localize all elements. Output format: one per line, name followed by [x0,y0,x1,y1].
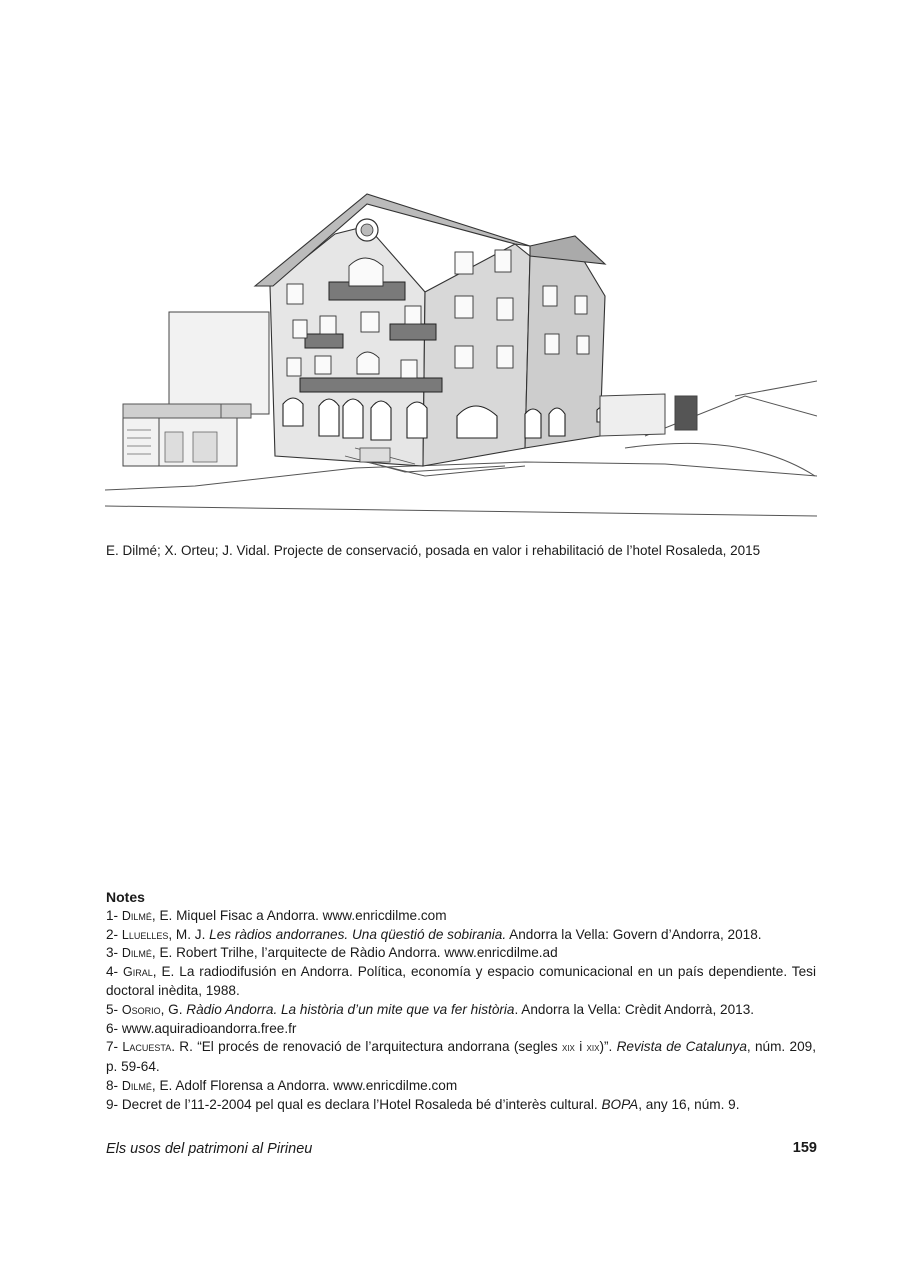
figure-caption: E. Dilmé; X. Orteu; J. Vidal. Projecte de conservació, posada en valor i rehabilitació de l’hotel Rosaleda, 2015 [106,543,761,558]
notes-section [106,888,816,1115]
note-8: 8- Dilmé, E. Adolf Florensa a Andorra. www.enricdilme.com [106,1077,458,1093]
note-9: 9- Decret de l’11-2-2004 pel qual es declara l’Hotel Rosaleda bé d’interès cultural. BOPA, any 16, núm. 9. [106,1096,740,1112]
page-number: 159 [792,1140,817,1156]
hotel-rosaleda-drawing [105,186,817,522]
note-3: 3- Dilmé, E. Robert Trilhe, l’arquitecte de Ràdio Andorra. www.enricdilme.ad [106,945,558,961]
note-6: 6- www.aquiradioandorra.free.fr [106,1020,297,1036]
note-2: 2- Lluelles, M. J. Les ràdios andorranes. Una qüestió de sobirania. Andorra la Vella: Govern d’Andorra, 2018. [106,926,762,942]
notes-title: Notes [106,889,145,905]
note-1: 1- Dilmé, E. Miquel Fisac a Andorra. www.enricdilme.com [106,907,447,923]
note-7: 7- Lacuesta. R. “El procés de renovació de l’arquitectura andorrana (segles xix i xix)”. Revista de Catalunya, núm. 209, p. 59-64. [106,1039,816,1075]
note-4: 4- Giral, E. La radiodifusión en Andorra. Política, economía y espacio comunicacional en un país dependiente. Tesi doctoral inèdita, 1988. [106,964,816,998]
running-footer-title: Els usos del patrimoni al Pirineu [106,1141,313,1157]
note-5: 5- Osorio, G. Ràdio Andorra. La història d’un mite que va fer història. Andorra la Vella: Crèdit Andorrà, 2013. [106,1001,755,1017]
